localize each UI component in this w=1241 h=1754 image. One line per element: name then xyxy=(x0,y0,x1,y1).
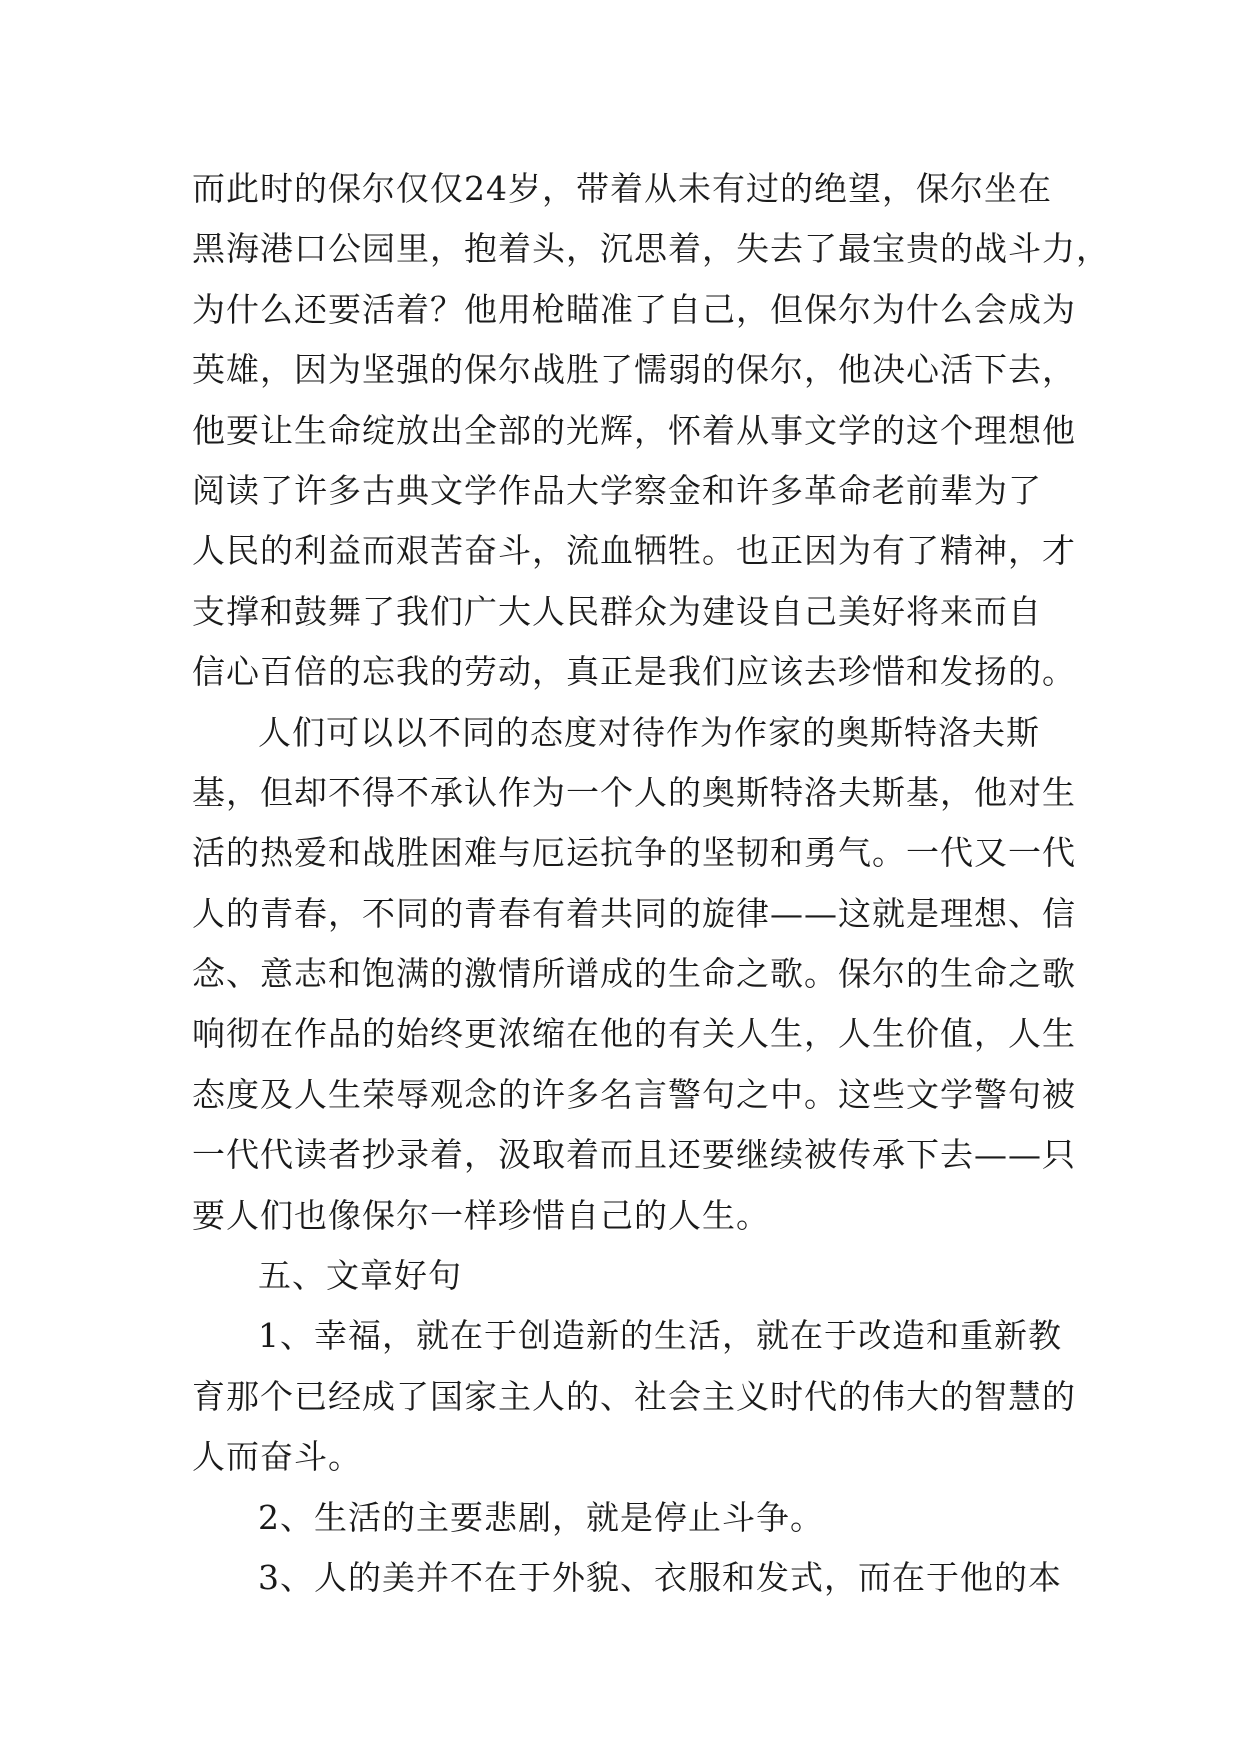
text-line: 要人们也像保尔一样珍惜自己的人生。 xyxy=(192,1195,770,1235)
text-line: 基，但却不得不承认作为一个人的奥斯特洛夫斯基，他对生 xyxy=(192,772,1076,812)
text-line: 黑海港口公园里，抱着头，沉思着，失去了最宝贵的战斗力， xyxy=(192,229,1110,269)
section-heading: 五、文章好句 xyxy=(258,1256,462,1296)
paragraph-start-line: 人们可以以不同的态度对待作为作家的奥斯特洛夫斯 xyxy=(258,712,1040,752)
text-line: 人民的利益而艰苦奋斗，流血牺牲。也正因为有了精神，才 xyxy=(192,531,1076,571)
text-line: 他要让生命绽放出全部的光辉，怀着从事文学的这个理想他 xyxy=(192,410,1076,450)
list-item-start-line: 3、人的美并不在于外貌、衣服和发式，而在于他的本 xyxy=(258,1557,1062,1597)
text-line: 而此时的保尔仅仅24岁，带着从未有过的绝望，保尔坐在 xyxy=(192,169,1052,208)
list-item-start-line: 2、生活的主要悲剧，就是停止斗争。 xyxy=(258,1497,824,1537)
text-line: 为什么还要活着？他用枪瞄准了自己，但保尔为什么会成为 xyxy=(192,289,1076,329)
text-line: 一代代读者抄录着，汲取着而且还要继续被传承下去——只 xyxy=(192,1135,1076,1175)
text-line: 信心百倍的忘我的劳动，真正是我们应该去珍惜和发扬的。 xyxy=(192,652,1076,692)
text-line: 支撑和鼓舞了我们广大人民群众为建设自己美好将来而自 xyxy=(192,591,1042,631)
text-line: 活的热爱和战胜困难与厄运抗争的坚韧和勇气。一代又一代 xyxy=(192,833,1076,873)
list-item-start-line: 1、幸福，就在于创造新的生活，就在于改造和重新教 xyxy=(258,1316,1062,1356)
text-line: 育那个已经成了国家主人的、社会主义时代的伟大的智慧的 xyxy=(192,1376,1076,1416)
text-line: 响彻在作品的始终更浓缩在他的有关人生，人生价值，人生 xyxy=(192,1014,1076,1054)
text-line: 阅读了许多古典文学作品大学察金和许多革命老前辈为了 xyxy=(192,470,1042,510)
text-line: 念、意志和饱满的激情所谱成的生命之歌。保尔的生命之歌 xyxy=(192,954,1076,994)
text-line: 人的青春，不同的青春有着共同的旋律——这就是理想、信 xyxy=(192,893,1076,933)
text-line: 英雄，因为坚强的保尔战胜了懦弱的保尔，他决心活下去， xyxy=(192,350,1076,390)
text-line: 人而奋斗。 xyxy=(192,1437,362,1477)
body-text xyxy=(192,159,1110,1608)
text-line: 态度及人生荣辱观念的许多名言警句之中。这些文学警句被 xyxy=(192,1074,1076,1114)
